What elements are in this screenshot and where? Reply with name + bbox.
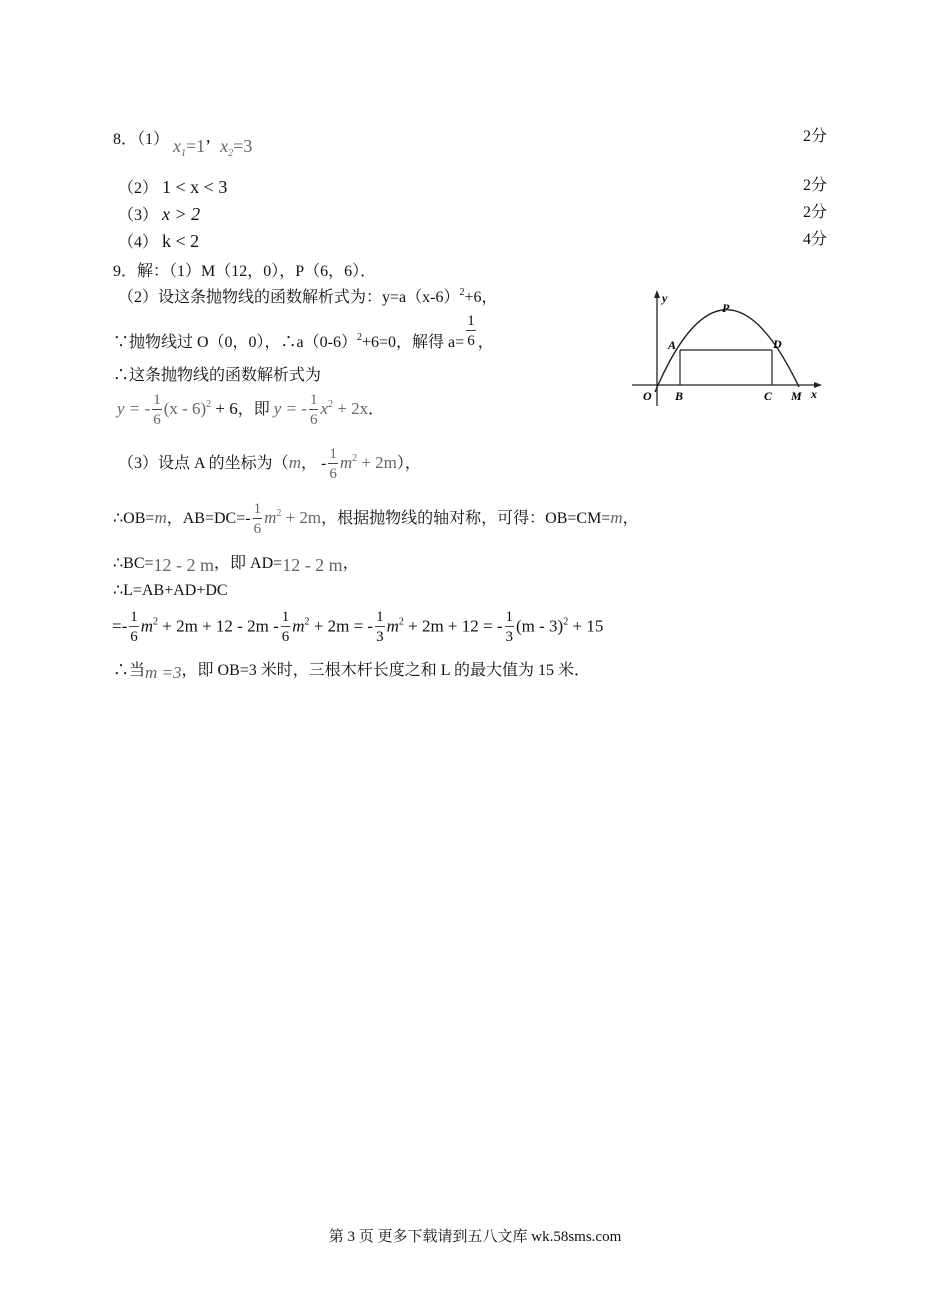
q9-line7-a: ∴OB= [113, 510, 155, 528]
q9-line7 [113, 502, 639, 537]
q9-line10-s2: 2 [304, 616, 310, 628]
q8-part4-expr: k < 2 [162, 231, 200, 251]
q9-line5-frac1 [152, 393, 162, 428]
q9-line6-num: 1 [329, 446, 337, 462]
q9-line10-d2: 6 [281, 629, 290, 645]
q9-line11-b: ，即 OB=3 米时，三根木杆长度之和 L 的最大值为 15 米． [181, 662, 590, 679]
q9-line7-num: 1 [253, 501, 262, 517]
q8-x1-var: x [173, 136, 182, 156]
q8-part3-expr: x > 2 [162, 204, 201, 224]
q9-line10-j: + 15 [568, 616, 604, 636]
q9-line2-a: （2）设这条抛物线的函数解析式为：y=a（x-6） [118, 289, 460, 306]
q8-part2-expr: 1 < x < 3 [162, 177, 228, 197]
q9-line6-m: m [288, 453, 301, 473]
q9-line2-sup: 2 [459, 287, 465, 298]
q9-line11 [113, 661, 590, 682]
q8-part1-label: 8．（1） [113, 131, 170, 148]
q9-line8 [113, 553, 359, 575]
label-o: O [643, 389, 652, 403]
q8-part3 [118, 205, 200, 224]
q9-line10-d4: 3 [505, 629, 514, 645]
q8-part1 [113, 129, 253, 159]
q9-line3 [113, 313, 494, 352]
label-d: D [773, 337, 782, 351]
q9-line5-num: 1 [153, 392, 161, 408]
q8-part3-score: 2分 [803, 204, 828, 221]
label-c: C [764, 389, 773, 403]
q9-line10-c: + 2m + 12 - 2m - [158, 616, 279, 636]
q9-line6-b: ， [300, 455, 317, 473]
q8-part4-score: 4分 [803, 231, 828, 248]
q9-line10-frac2 [281, 610, 291, 645]
q9-line8-c: ， [342, 555, 359, 572]
q9-line5-sup: 2 [206, 399, 212, 411]
q9-line10-s1: 2 [153, 616, 159, 628]
q9-line6-a: （3）设点 A 的坐标为（ [118, 455, 289, 473]
q9-line3-den: 6 [467, 333, 475, 349]
q9-line2-b: +6， [464, 289, 498, 306]
q8-part3-label: （3） [118, 207, 159, 224]
q9-line8-b: ，即 AD= [214, 555, 283, 572]
q9-line3-a: ∵抛物线过 O（0，0），∴a（0-6） [113, 334, 357, 352]
q9-line5-y2: y = - [273, 399, 307, 419]
q9-line6-c: m [339, 453, 353, 473]
label-x: x [811, 387, 817, 401]
label-a: A [668, 338, 677, 352]
page-footer: 第 3 页 更多下载请到五八文库 wk.58sms.com [328, 1229, 622, 1245]
q9-line8-a: ∴BC= [113, 555, 154, 572]
q8-sep: ’ [205, 136, 212, 156]
q9-line10 [112, 610, 603, 645]
q9-line10-frac4 [505, 610, 515, 645]
q9-line11-a: ∴当 [113, 662, 146, 679]
q9-line3-b: +6=0，解得 a= [362, 334, 465, 352]
q9-line10-s3: 2 [398, 616, 404, 628]
q8-part4-label: （4） [118, 234, 159, 251]
q9-line7-c: m [264, 508, 277, 528]
q9-line7-e: ，根据抛物线的轴对称，可得：OB=CM= [321, 510, 611, 528]
q9-line3-num: 1 [467, 313, 475, 329]
q9-line5-den: 6 [153, 412, 161, 428]
q9-line10-frac3 [375, 610, 385, 645]
q9-line7-frac [253, 502, 263, 537]
q8-x2-sub: 2 [228, 148, 234, 159]
y-axis-arrow [654, 290, 660, 298]
q9-line7-d: + 2m [281, 508, 322, 528]
q9-line10-a: =- [112, 616, 128, 636]
q8-x1 [173, 136, 253, 159]
q9-line6-den: 6 [329, 466, 337, 482]
q9-line10-d1: 6 [130, 629, 138, 645]
q8-x1-sub: 1 [181, 148, 187, 159]
q9-line6-e: ）， [396, 455, 421, 473]
q9-line4: ∴这条抛物线的函数解析式为 [113, 367, 322, 384]
q9-line1: 9．解：（1）M（12，0），P（6，6）． [113, 263, 377, 280]
q9-line5-tail: + 6 [211, 399, 238, 419]
label-p: P [722, 301, 730, 315]
q9-line5-sup2: 2 [328, 399, 334, 411]
q9-line3-c: ， [477, 334, 494, 352]
label-b: B [675, 389, 684, 403]
q8-x1-val: =1 [186, 136, 206, 156]
q9-line5-frac2 [309, 393, 319, 428]
q9-line6-d: + 2m [357, 453, 397, 473]
q9-line5-y: y = - [117, 399, 151, 419]
q8-part2-score: 2分 [803, 177, 828, 194]
q8-part4 [118, 232, 199, 251]
parabola-figure [628, 286, 828, 414]
q9-line7-den: 6 [253, 521, 262, 537]
q9-line2 [118, 287, 498, 306]
q9-line5-den2: 6 [309, 412, 318, 428]
q9-line10-e: m [292, 616, 305, 636]
q9-line8-expr: 12 - 2 m [153, 555, 215, 575]
q9-line10-n2: 1 [281, 609, 290, 625]
q9-line6-sup: 2 [352, 453, 358, 465]
label-m: M [791, 389, 802, 403]
q9-line6-minus: - [320, 455, 327, 473]
q9-line3-frac [466, 314, 476, 349]
q8-x2-var: x [220, 136, 229, 156]
q9-line7-f: ， [622, 510, 639, 528]
q9-line6 [118, 447, 421, 482]
q8-part2 [118, 178, 227, 197]
q9-line5-x2: x [320, 399, 329, 419]
q9-line8-expr2: 12 - 2 m [282, 555, 343, 575]
q9-line7-sup: 2 [276, 508, 282, 520]
q9-line7-b: ，AB=DC=- [166, 510, 251, 528]
q9-line5 [117, 393, 384, 428]
q9-line7-m: m [154, 508, 167, 528]
q8-part2-label: （2） [118, 180, 159, 197]
q9-line5-num2: 1 [309, 392, 318, 408]
q9-line5-rest: (x - 6) [163, 399, 207, 419]
q8-x2-val: =3 [233, 136, 253, 156]
q9-line10-s4: 2 [563, 616, 569, 628]
q9-line10-i: (m - 3) [516, 616, 564, 636]
q9-line10-frac1 [129, 610, 139, 645]
q9-line10-f: + 2m = - [309, 616, 374, 636]
q9-line10-n4: 1 [505, 609, 514, 625]
q9-line3-sup: 2 [357, 332, 362, 344]
q9-line10-d3: 3 [376, 629, 384, 645]
q9-line10-n3: 1 [376, 609, 384, 625]
q9-line9: ∴L=AB+AD+DC [113, 582, 228, 599]
q9-line5-end: ． [368, 401, 385, 419]
q9-line10-b: m [140, 616, 154, 636]
q9-line10-g: m [386, 616, 399, 636]
q8-part1-score: 2分 [803, 128, 828, 145]
q9-line6-frac [328, 447, 338, 482]
q9-line5-ji: ，即 [237, 401, 270, 419]
label-y: y [662, 291, 668, 305]
q9-line11-m: m =3 [145, 663, 182, 682]
q9-line10-h: + 2m + 12 = - [403, 616, 503, 636]
q9-line10-n1: 1 [130, 609, 138, 625]
q9-line5-tail2: + 2x [333, 399, 369, 419]
q9-line7-m2: m [610, 508, 623, 528]
